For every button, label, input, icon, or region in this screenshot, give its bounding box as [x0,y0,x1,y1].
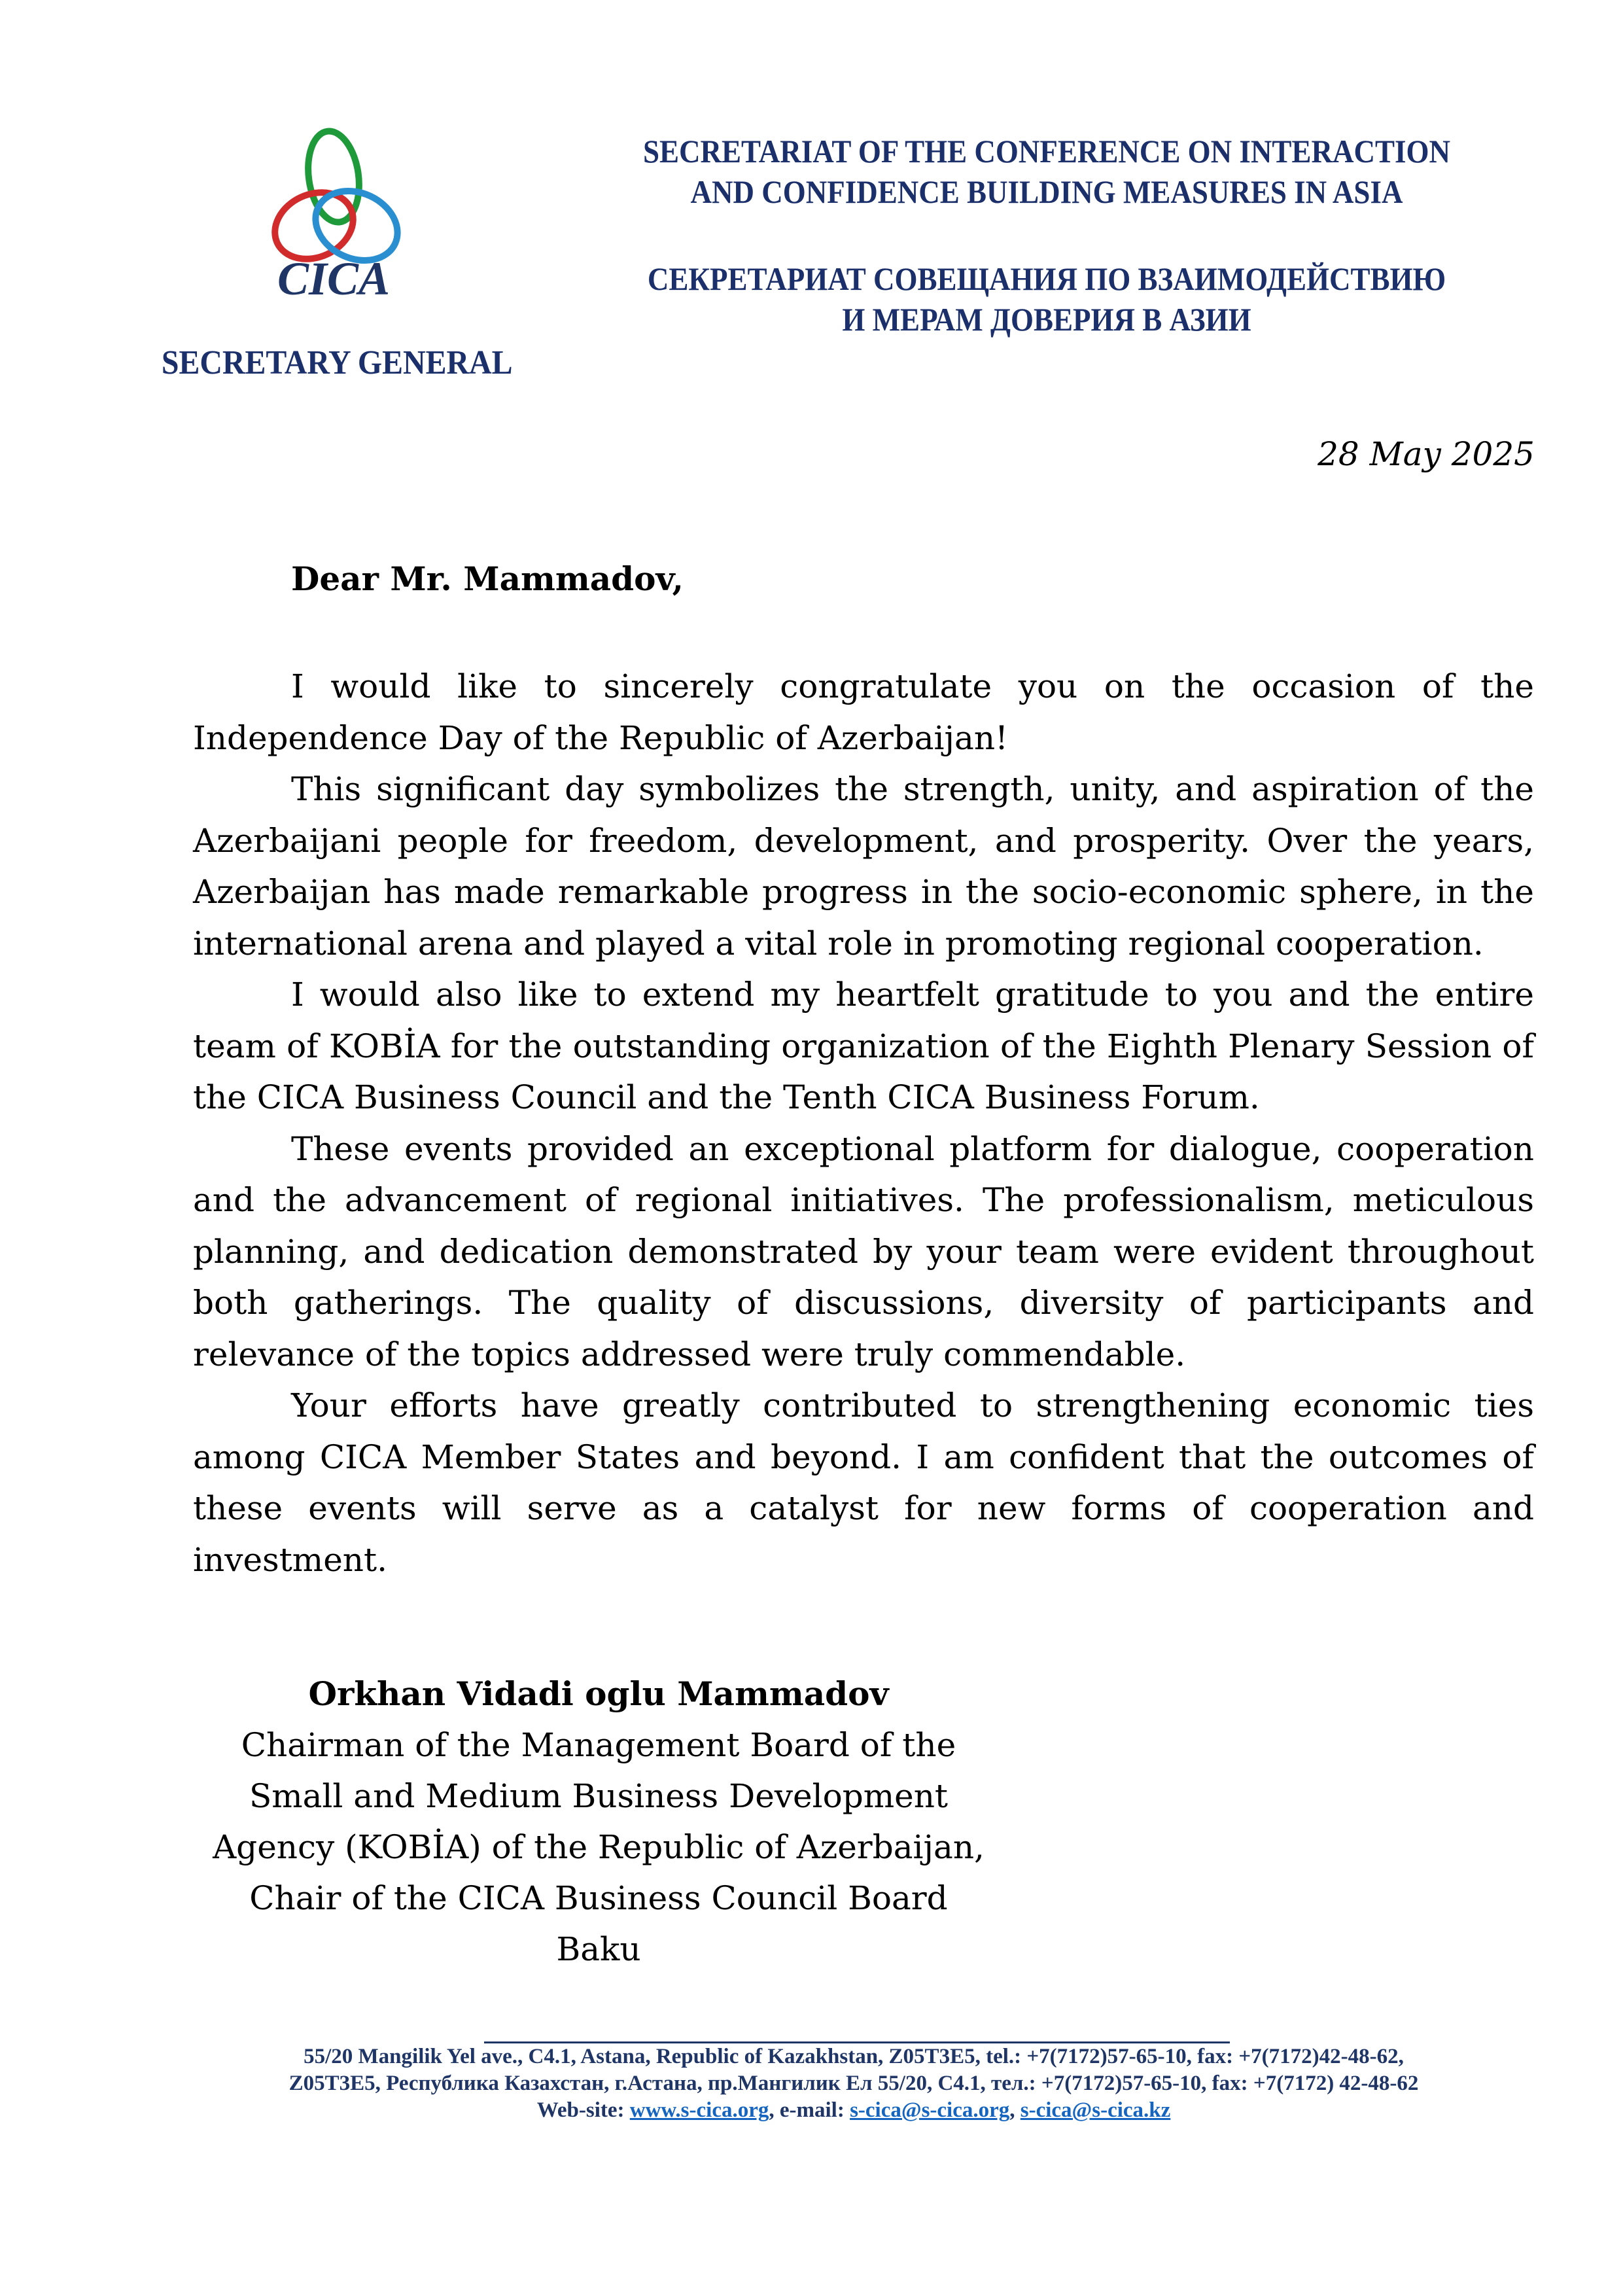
recipient-title-line: Chair of the CICA Business Council Board [249,1879,948,1917]
letter-date: 28 May 2025 [1318,435,1535,473]
footer [150,2043,1557,2124]
website-link[interactable]: www.s-cica.org [629,2098,769,2122]
paragraph: These events provided an exceptional platform for dialogue, cooperation and the advancement of regional initiatives. The professionalism, meticulous planning, and dedication demonstrated by your team were evident throughout both gatherings. The quality of discussions, diversity of participants and relevance of the topics addressed were truly commendable. [193,1129,1534,1373]
recipient-block [196,1669,1001,1975]
website-label: Web-site: [536,2098,630,2122]
recipient-name: Orkhan Vidadi oglu Mammadov [308,1674,889,1713]
email-separator: , [1009,2098,1021,2122]
email-link-org[interactable]: s-cica@s-cica.org [850,2098,1010,2122]
paragraph: Your efforts have greatly contributed to strengthening economic ties among CICA Member States and beyond. I am confident that the outcomes of these events will serve as a catalyst for new forms of cooperation and investment. [193,1386,1534,1579]
recipient-title-line: Agency (KOBİA) of the Republic of Azerbaijan, [213,1828,985,1866]
footer-contacts [150,2097,1557,2124]
recipient-city: Baku [556,1930,641,1968]
org-title-en-line2: AND CONFIDENCE BUILDING MEASURES IN ASIA [690,173,1403,210]
org-title-ru-line1: СЕКРЕТАРИАТ СОВЕЩАНИЯ ПО ВЗАИМОДЕЙСТВИЮ [647,260,1446,297]
office-title: SECRETARY GENERAL [161,344,513,381]
recipient-title-line: Chairman of the Management Board of the [241,1726,956,1764]
logo-wordmark: CICA [277,253,391,305]
org-title-en [611,131,1482,212]
recipient-title-line: Small and Medium Business Development [249,1777,949,1815]
paragraph: I would like to sincerely congratulate you on the occasion of the Independence Day of the Republic of Azerbaijan! [193,667,1534,757]
footer-address-ru: Z05T3E5, Республика Казахстан, г.Астана, пр.Мангилик Ел 55/20, С4.1, тел.: +7(7172)57-65-10, fax: +7(7172) 42-48-62 [288,2072,1419,2095]
cica-logo-icon [252,128,415,272]
paragraph: I would also like to extend my heartfelt gratitude to you and the entire team of KOBİA for the outstanding organization of the Eighth Plenary Session of the CICA Business Council and the Tenth CICA Business Forum. [193,976,1534,1116]
footer-address-en: 55/20 Mangilik Yel ave., C4.1, Astana, Republic of Kazakhstan, Z05T3E5, tel.: +7(7172)57-65-10, fax: +7(7172)42-48-62, [304,2045,1404,2068]
org-title-en-line1: SECRETARIAT OF THE CONFERENCE ON INTERACTION [643,133,1450,169]
email-link-kz[interactable]: s-cica@s-cica.kz [1020,2098,1171,2122]
paragraph: This significant day symbolizes the strength, unity, and aspiration of the Azerbaijani people for freedom, development, and prosperity. Over the years, Azerbaijan has made remarkable progress in the socio-economic sphere, in the international arena and played a vital role in promoting regional cooperation. [193,770,1534,963]
letter-body [193,661,1534,1585]
salutation: Dear Mr. Mammadov, [291,559,684,598]
org-title-ru [611,258,1482,340]
org-title-ru-line2: И МЕРАМ ДОВЕРИЯ В АЗИИ [842,301,1251,338]
email-label: , e-mail: [769,2098,850,2122]
